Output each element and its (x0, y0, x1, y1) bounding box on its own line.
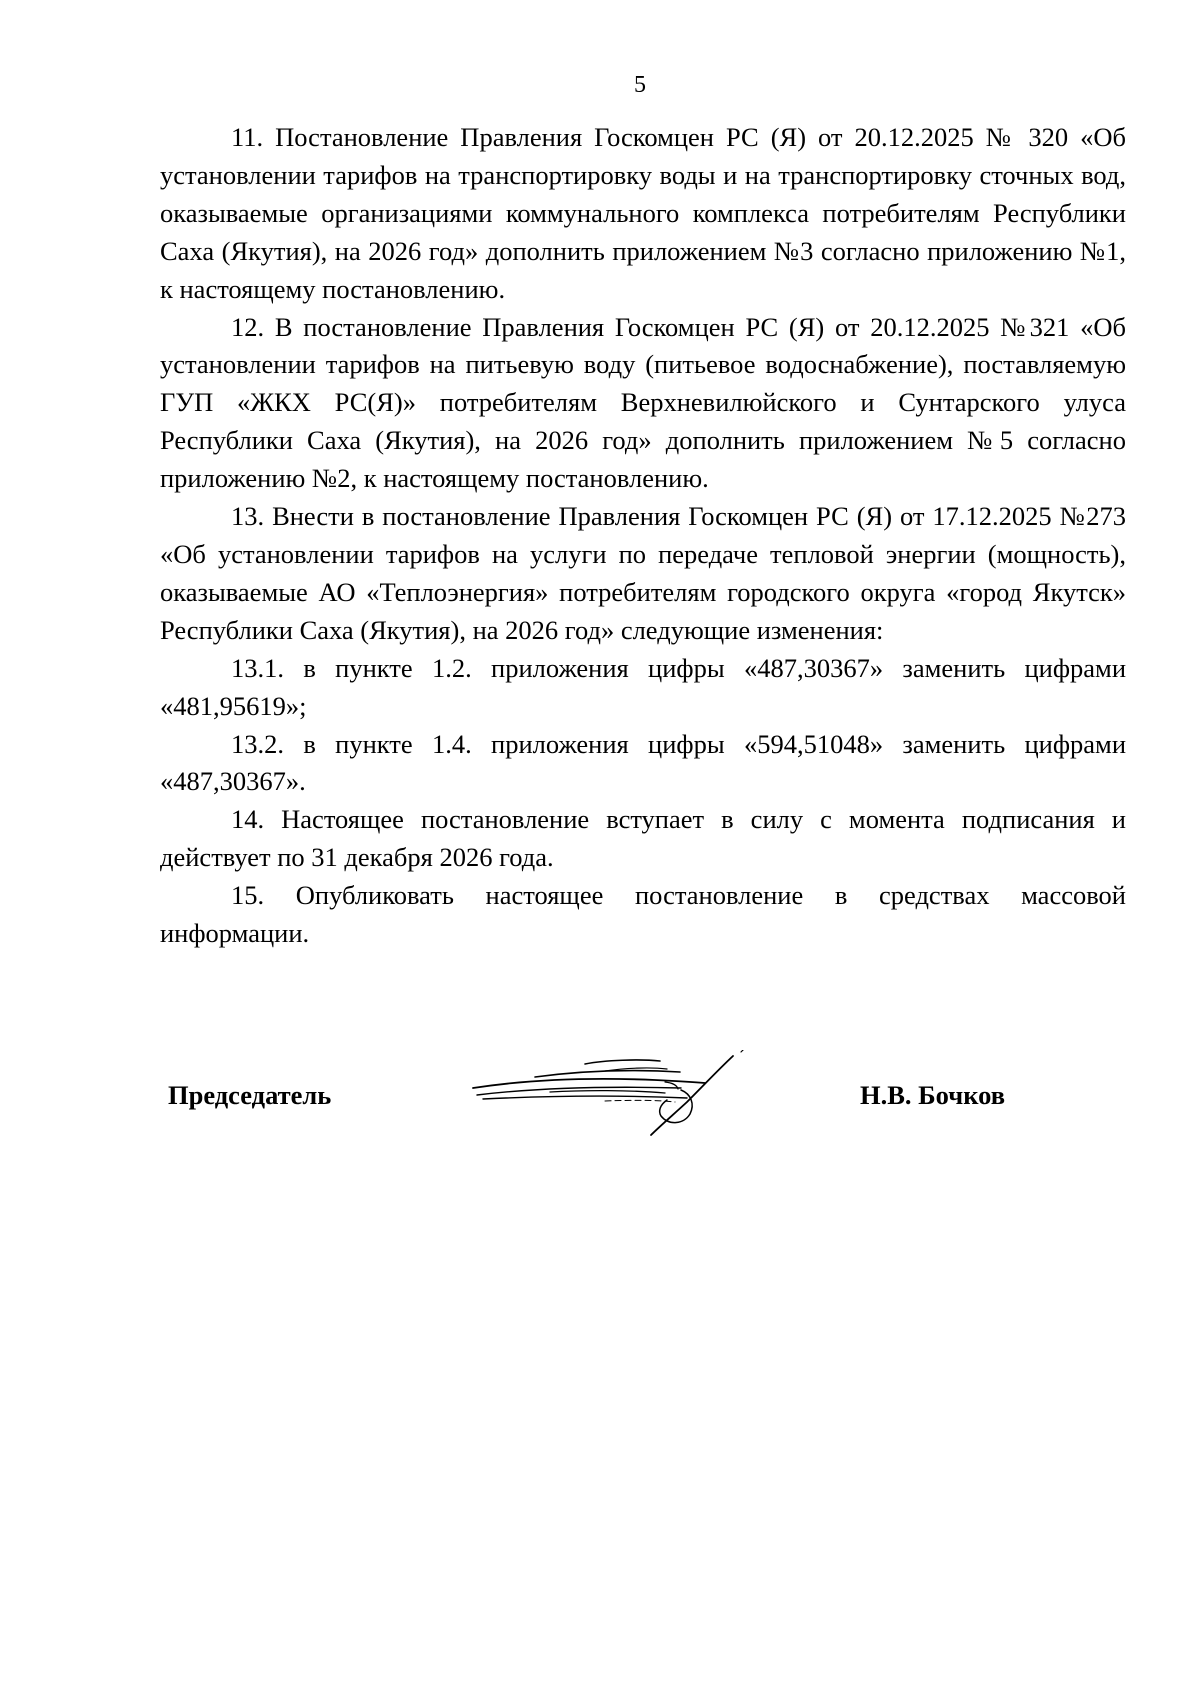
paragraph-12: 12. В постановление Правления Госкомцен РС (Я) от 20.12.2025 №321 «Об установлении тарифов на питьевую воду (питьевое водоснабжение), поставляемую ГУП «ЖКХ РС(Я)» потребителям Верхневилюйского и Сунтарского улуса Республики Саха (Якутия), на 2026 год» дополнить приложением №5 согласно приложению №2, к настоящему постановлению. (160, 311, 1126, 494)
page-number: 5 (634, 72, 646, 98)
paragraph-13-1: 13.1. в пункте 1.2. приложения цифры «487,30367» заменить цифрами «481,95619»; (160, 652, 1126, 721)
signatory-title: Председатель (168, 1080, 332, 1110)
signature-block (0, 1050, 1200, 1140)
signatory-name: Н.В. Бочков (860, 1080, 1006, 1110)
paragraph-13-2: 13.2. в пункте 1.4. приложения цифры «594,51048» заменить цифрами «487,30367». (160, 728, 1126, 797)
handwritten-signature (455, 1050, 775, 1140)
document-body (160, 119, 1126, 953)
paragraph-14: 14. Настоящее постановление вступает в силу с момента подписания и действует по 31 декабря 2026 года. (160, 804, 1126, 873)
paragraph-11: 11. Постановление Правления Госкомцен РС (Я) от 20.12.2025 № 320 «Об установлении тарифов на транспортировку воды и на транспортировку сточных вод, оказываемые организациями коммунального комплекса потребителям Республики Саха (Якутия), на 2026 год» дополнить приложением №3 согласно приложению №1, к настоящему постановлению. (160, 122, 1126, 304)
paragraph-15: 15. Опубликовать настоящее постановление в средствах массовой информации. (160, 880, 1126, 949)
paragraph-13: 13. Внести в постановление Правления Госкомцен РС (Я) от 17.12.2025 №273 «Об установлении тарифов на услуги по передаче тепловой энергии (мощность), оказываемые АО «Теплоэнергия» потребителям городского округа «город Якутск» Республики Саха (Якутия), на 2026 год» следующие изменения: (160, 501, 1126, 645)
